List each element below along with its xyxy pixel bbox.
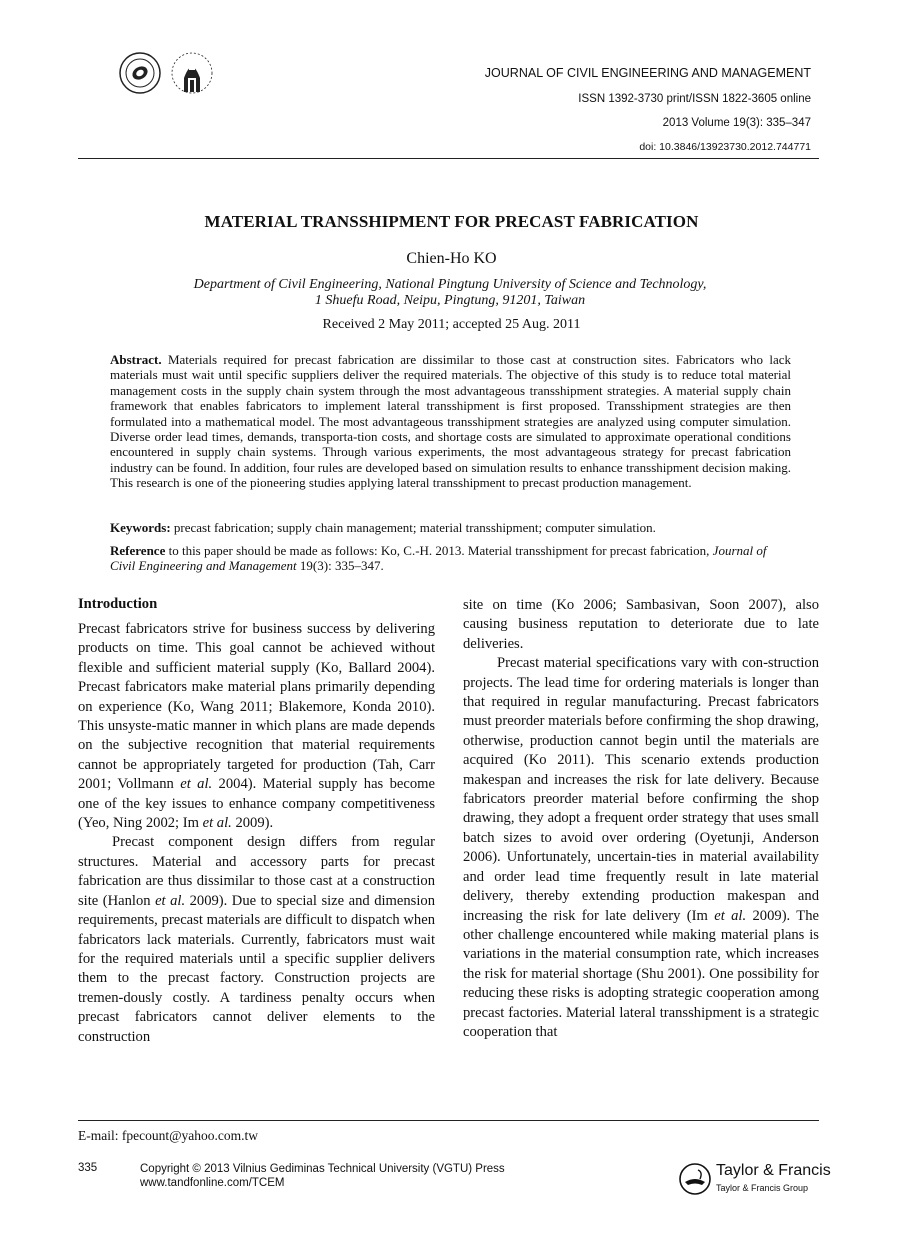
publisher-name: Taylor & Francis xyxy=(716,1162,831,1179)
publisher-group: Taylor & Francis Group xyxy=(716,1183,809,1193)
received-dates: Received 2 May 2011; accepted 25 Aug. 2011 xyxy=(322,317,581,332)
text-run: 2009). xyxy=(231,815,274,832)
affiliation-line-2: 1 Shuefu Road, Neipu, Pingtung, 91201, Taiwan xyxy=(314,292,586,308)
article-title: MATERIAL TRANSSHIPMENT FOR PRECAST FABRICATION xyxy=(204,212,699,231)
journal-doi: doi: 10.3846/13923730.2012.744771 xyxy=(639,141,811,153)
page-number: 335 xyxy=(78,1162,98,1174)
abstract-text: Materials required for precast fabrication are dissimilar to those cast at construction sites. Fabricators who lack materials must wait until specific suppliers deliver the required materials. The objective of this study is to reduce total material management costs in the supply chain system through the most advantageous transshipment strategies. A material supply chain framework that enables fabricators to implement lateral transshipment is first proposed. Transshipment strategies are then formulated into a mathematical model. The most advantageous transshipment strategies are analyzed using computer simulation. Diverse order lead times, demands, transporta-tion costs, and shortage costs are simulated to approximate operational conditions encountered in supply chain systems. Through various experiments, the most advantageous strategy for precast fabrication industry can be found. In addition, four rules are developed based on simulation results to enhance transshipment decision making. This research is one of the pioneering studies applying lateral transshipment to precast production management. xyxy=(110,352,791,491)
article-author: Chien-Ho KO xyxy=(406,250,497,267)
text-run: 2004). Material supply has become one of the key issues to enhance company competitiveness (Yeo, Ning 2002; Im xyxy=(78,776,435,832)
paragraph xyxy=(78,620,435,833)
copyright-block xyxy=(140,1162,505,1190)
reference-tail: 19(3): 335–347. xyxy=(299,558,384,574)
text-run-italic: et al. xyxy=(202,815,232,832)
paragraph xyxy=(78,833,435,1046)
paragraph: site on time (Ko 2006; Sambasivan, Soon 2007), also causing business reputation to deteriorate due to late deliveries. xyxy=(463,597,819,652)
abstract xyxy=(110,352,791,491)
lamp-icon xyxy=(678,1162,712,1196)
footnote-rule xyxy=(78,1120,819,1121)
text-run: Precast fabricators strive for business success by delivering products on time. This goal cannot be achieved without flexible and sufficient material supply (Ko, Ballard 2004). Precast fabricators make material plans primarily depending on experience (Ko, Wang 2011; Blakemore, Konda 2010). This unsyste-matic manner in which plans are made depends on the subjective recognition that material requirements cannot be appropriately targeted for production (Tah, Carr 2001; Vollmann xyxy=(78,621,435,793)
text-run-italic: et al. xyxy=(180,776,213,793)
reference-label: Reference xyxy=(110,543,166,558)
text-run: Precast component design differs from regular structures. Material and accessory parts for precast fabrication are thus dissimilar to those cast at a construction site (Hanlon xyxy=(78,834,435,909)
text-run-italic: et al. xyxy=(714,907,747,924)
author-affiliation xyxy=(120,277,780,308)
university-seal-icon xyxy=(118,48,218,102)
affiliation-line-1: Department of Civil Engineering, National Pingtung University of Science and Technology, xyxy=(193,277,707,292)
section-heading-introduction: Introduction xyxy=(78,596,158,612)
left-column xyxy=(78,620,435,1047)
reference-journal: Journal of Civil Engineering and Management xyxy=(110,543,767,574)
journal-name: JOURNAL OF CIVIL ENGINEERING AND MANAGEMENT xyxy=(484,66,811,80)
text-run-italic: et al. xyxy=(155,892,186,909)
reference-text: to this paper should be made as follows: Ko, C.-H. 2013. Material transshipment for precast fabrication, xyxy=(168,543,710,558)
right-column xyxy=(463,596,819,1042)
journal-volume: 2013 Volume 19(3): 335–347 xyxy=(662,117,811,129)
copyright-line: Copyright © 2013 Vilnius Gediminas Technical University (VGTU) Press xyxy=(140,1163,505,1175)
keywords xyxy=(110,520,791,535)
abstract-label: Abstract. xyxy=(110,352,162,367)
paragraph xyxy=(463,654,819,1042)
text-run: 2009). Due to special size and dimension requirements, precast materials are difficult to dispatch when fabricators lack materials. Currently, fabricators must wait for the required materials until a specific supplier delivers them to the precast factory. Construction projects are tremen-dously costly. A tardiness penalty occurs when precast fabricators cannot deliver elements to the construction xyxy=(78,892,435,1045)
text-run: Precast material specifications vary with con-struction projects. The lead time for ordering materials is longer than that required in regular manufacturing. Precast fabricators must preorder materials before confirming the shop drawing, otherwise, production cannot begin until the materials are acquired (Ko 2011). This scenario extends production makespan and increases the risk for late delivery. Because fabricators preorder material before confirming the shop drawing, they adopt a frequent order strategy that uses small batch sizes to avoid over ordering (Oyetunji, Anderson 2006). Unfortunately, uncertain-ties in material availability and order lead time frequently result in late material delivery, thereby extending production makespan and increasing the risk for late delivery (Im xyxy=(463,655,819,924)
text-run: 2009). The other challenge encountered while making material plans is variations in the material consumption rate, which increases the risk for material shortage (Shu 2001). One possibility for reducing these risks is adopting strategic cooperation among precast factories. Material lateral transshipment is a strategic cooperation that xyxy=(463,907,819,1040)
journal-logos xyxy=(118,48,218,102)
header-rule xyxy=(78,158,819,159)
keywords-text: precast fabrication; supply chain management; material transshipment; computer simulation. xyxy=(173,520,656,535)
publisher-logo xyxy=(678,1160,831,1200)
author-email: E-mail: fpecount@yahoo.com.tw xyxy=(78,1128,259,1143)
reference-note xyxy=(110,543,791,574)
journal-issn: ISSN 1392-3730 print/ISSN 1822-3605 online xyxy=(578,93,811,105)
keywords-label: Keywords: xyxy=(110,520,171,535)
website-link[interactable]: www.tandfonline.com/TCEM xyxy=(140,1177,285,1189)
